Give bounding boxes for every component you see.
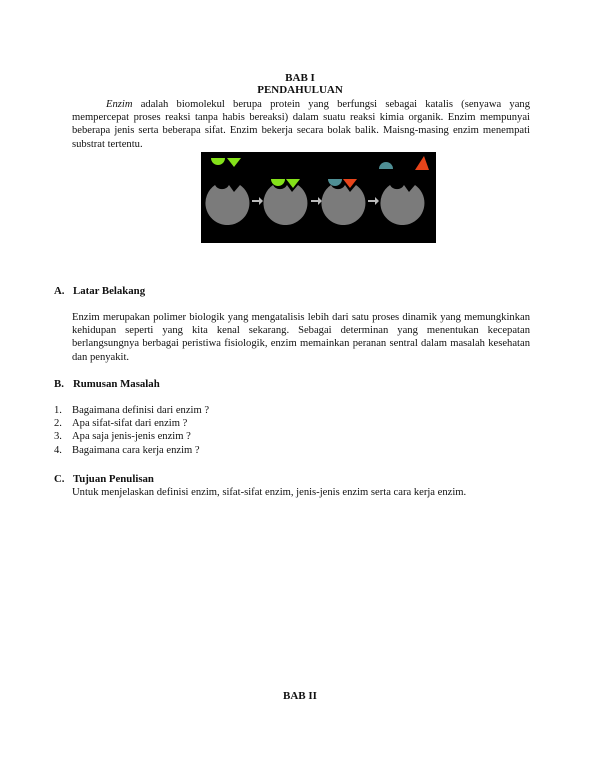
section-b-heading: [54, 378, 160, 391]
enzyme-figure-svg: [201, 152, 436, 243]
list-item: [54, 404, 209, 417]
arrow-2: [311, 197, 322, 205]
substrate-triangle-1: [227, 158, 241, 167]
section-c-paragraph: Untuk menjelaskan definisi enzim, sifat-sifat enzim, jenis-jenis enzim serta cara kerja enzim.: [72, 487, 467, 498]
chapter-2-label: BAB II: [283, 690, 317, 702]
arrow-1: [252, 197, 263, 205]
list-number: 1.: [54, 405, 62, 416]
section-a-title: Latar Belakang: [73, 285, 146, 297]
section-c-letter: C.: [54, 473, 65, 485]
released-product-4: [415, 156, 429, 170]
list-text: Bagaimana cara kerja enzim ?: [72, 444, 200, 456]
section-b-letter: B.: [54, 378, 64, 390]
substrate-semicircle-2: [271, 179, 285, 186]
section-c-heading: [54, 473, 154, 486]
enzyme-substrate-diagram: [201, 152, 436, 243]
enzyme-shape-4: [380, 185, 424, 225]
list-text: Apa sifat-sifat dari enzim ?: [72, 418, 188, 430]
enzyme-shape-1: [205, 185, 249, 225]
bound-substrate-3: [328, 179, 342, 186]
released-substrate-4: [379, 162, 393, 169]
section-b-title: Rumusan Masalah: [73, 378, 160, 390]
list-item: [54, 444, 209, 457]
substrate-semicircle-1: [211, 158, 225, 165]
intro-paragraph: [72, 98, 530, 151]
chapter-label: BAB I: [285, 72, 315, 84]
section-c-title: Tujuan Penulisan: [73, 473, 154, 485]
list-text: Apa saja jenis-jenis enzim ?: [72, 431, 191, 443]
list-number: 4.: [54, 444, 62, 456]
list-text: Bagaimana definisi dari enzim ?: [72, 405, 210, 416]
enzyme-shape-3: [321, 185, 365, 225]
section-a-letter: A.: [54, 285, 65, 297]
intro-term: Enzim: [106, 99, 133, 110]
intro-text: adalah biomolekul berupa protein yang berfungsi sebagai katalis (senyawa yang mempercepat proses reaksi tanpa habis bereaksi) dalam suatu reaksi kimia organik. Enzim mempunyai beberapa jenis serta beberapa sifat. Enzim bekerja secara bolak balik. Maisng-masing enzim menempati substrat tertentu.: [72, 99, 530, 150]
problem-list: [54, 404, 209, 457]
enzyme-shape-2: [263, 185, 307, 225]
section-a-heading: [54, 285, 145, 298]
arrow-3: [368, 197, 379, 205]
list-number: 3.: [54, 431, 62, 443]
list-item: [54, 417, 209, 430]
list-item: [54, 430, 209, 443]
section-a-paragraph: Enzim merupakan polimer biologik yang mengatalisis lebih dari satu proses dinamik yang memungkinkan kehidupan seperti yang kita kenal sekarang. Sebagai determinan yang menentukan kecepatan berlangsungnya berbagai peristiwa fisiologik, enzim memainkan peranan sentral dalam masalah kesehatan dan penyakit.: [72, 312, 530, 363]
list-number: 2.: [54, 418, 62, 430]
chapter-title: PENDAHULUAN: [257, 84, 343, 96]
